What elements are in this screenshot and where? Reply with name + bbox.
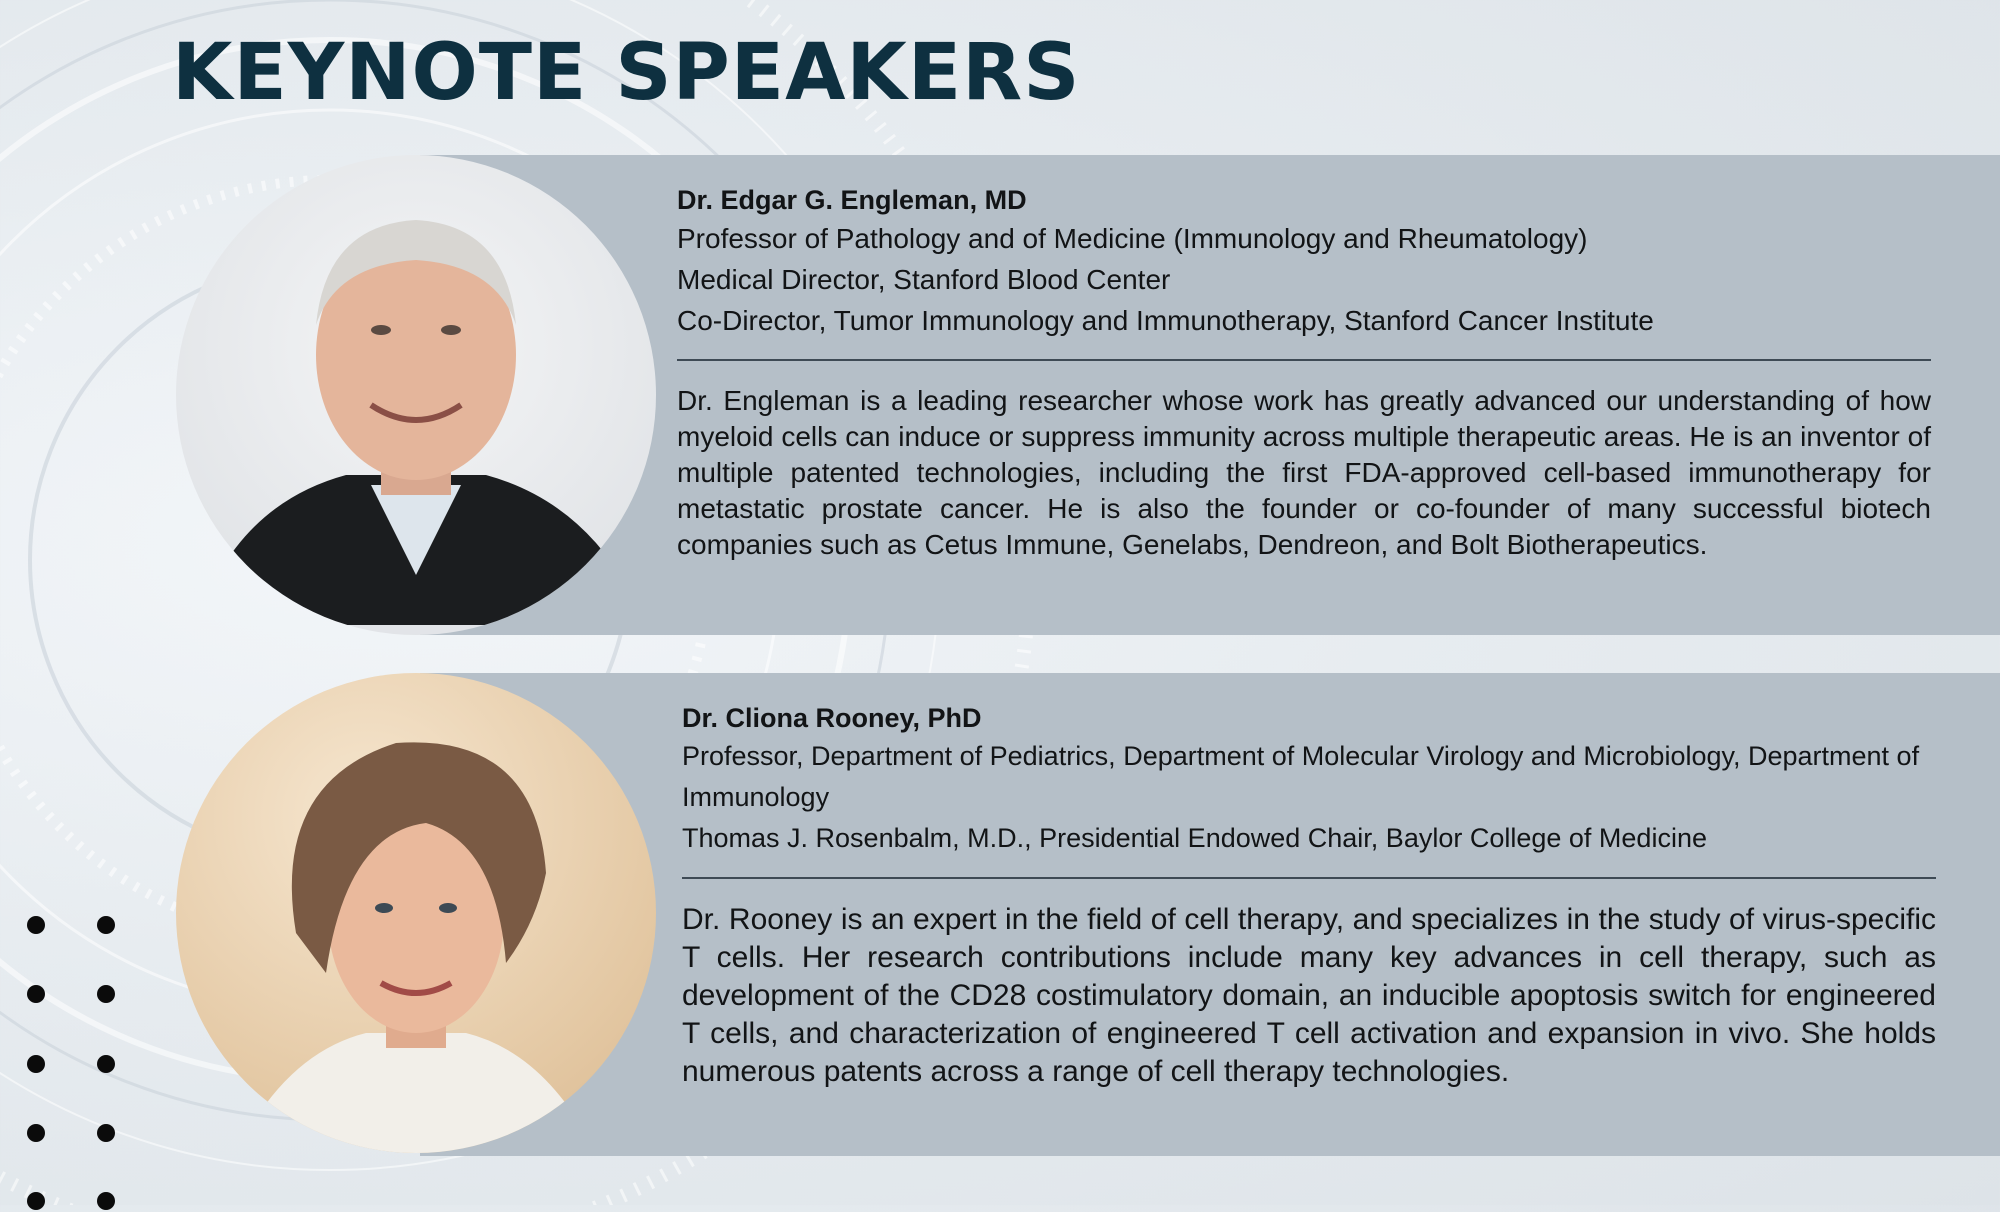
speaker-role: Co-Director, Tumor Immunology and Immunotherapy, Stanford Cancer Institute: [677, 305, 1654, 336]
dot: [27, 1192, 45, 1210]
speaker-name: Dr. Edgar G. Engleman, MD: [677, 185, 1027, 215]
dot: [27, 1055, 45, 1073]
divider: [682, 877, 1936, 879]
speaker-info: [682, 700, 1936, 1091]
dot: [97, 1055, 115, 1073]
speaker-bio: Dr. Engleman is a leading researcher whose work has greatly advanced our understanding of how myeloid cells can induce or suppress immunity across multiple therapeutic areas. He is an inventor of multiple patented technologies, including the first FDA-approved cell-based immunotherapy for metastatic prostate cancer. He is also the founder or co-founder of many successful biotech companies such as Cetus Immune, Genelabs, Dendreon, and Bolt Biotherapeutics.: [677, 385, 1931, 560]
speaker-role: Medical Director, Stanford Blood Center: [677, 264, 1171, 295]
dot: [97, 1124, 115, 1142]
speaker-role: Professor of Pathology and of Medicine (Immunology and Rheumatology): [677, 223, 1588, 254]
dot: [27, 916, 45, 934]
dot: [97, 985, 115, 1003]
page-title: KEYNOTE SPEAKERS: [172, 28, 1081, 118]
dot: [27, 1124, 45, 1142]
dot: [97, 1192, 115, 1210]
speaker-photo: [176, 673, 656, 1153]
divider: [677, 359, 1931, 361]
speaker-photo: [176, 155, 656, 635]
speaker-info: [677, 182, 1931, 563]
speaker-role: Thomas J. Rosenbalm, M.D., Presidential Endowed Chair, Baylor College of Medicine: [682, 823, 1707, 853]
speaker-bio: Dr. Rooney is an expert in the field of cell therapy, and specializes in the study of virus-specific T cells. Her research contributions include many key advances in cell therapy, such as development of the CD28 costimulatory domain, an inducible apoptosis switch for engineered T cells, and characterization of engineered T cell activation and expansion in vivo. She holds numerous patents across a range of cell therapy technologies.: [682, 903, 1936, 1088]
decorative-dot-grid: [22, 912, 122, 1212]
dot: [97, 916, 115, 934]
speaker-role: Professor, Department of Pediatrics, Department of Molecular Virology and Microbiology, Department of Immunology: [682, 741, 1920, 812]
speaker-name: Dr. Cliona Rooney, PhD: [682, 703, 982, 733]
dot: [27, 985, 45, 1003]
